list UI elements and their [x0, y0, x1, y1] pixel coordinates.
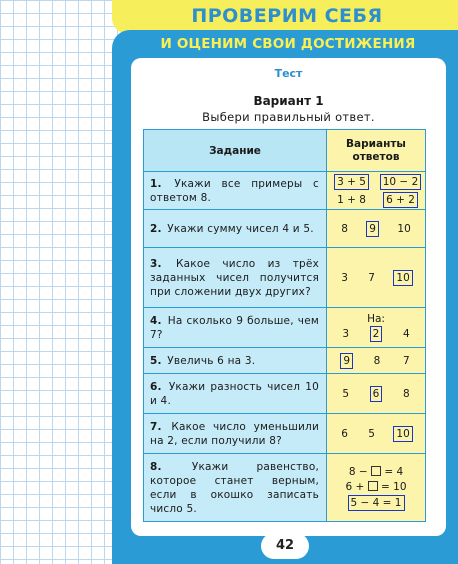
task-text: На сколько 9 больше, чем 7?	[150, 314, 319, 341]
table-row	[144, 454, 426, 522]
table-row	[144, 374, 426, 414]
answer-cell	[327, 210, 426, 248]
answer-option-selected[interactable]: 6 + 2	[383, 192, 418, 208]
task-cell	[144, 414, 327, 454]
task-number: 6.	[150, 380, 162, 393]
task-number: 8.	[150, 460, 162, 473]
task-cell	[144, 348, 327, 374]
equation-left: 6 +	[345, 480, 365, 493]
table-row	[144, 210, 426, 248]
table-row	[144, 172, 426, 210]
answer-option-selected[interactable]: 2	[370, 326, 383, 342]
header-task: Задание	[144, 130, 327, 172]
answer-option-selected[interactable]: 10	[393, 270, 412, 286]
instruction-text: Выбери правильный ответ.	[202, 110, 375, 124]
task-cell	[144, 308, 327, 348]
answer-option-selected[interactable]: 3 + 5	[334, 174, 369, 190]
page-subtitle: И ОЦЕНИМ СВОИ ДОСТИЖЕНИЯ	[160, 36, 416, 52]
task-cell	[144, 210, 327, 248]
answer-option[interactable]: 8	[373, 354, 381, 367]
task-number: 7.	[150, 420, 162, 433]
task-number: 3.	[150, 257, 162, 270]
task-text: Какое число из трёх заданных чисел получится при сложении двух других?	[150, 257, 319, 298]
answer-option[interactable]: 7	[402, 354, 410, 367]
answer-option[interactable]	[347, 465, 405, 479]
answer-option-selected[interactable]: 9	[340, 353, 353, 369]
equation-left: 8 −	[348, 465, 368, 478]
answer-option[interactable]: 8	[402, 387, 410, 400]
answer-cell	[327, 172, 426, 210]
answer-option[interactable]: 1 + 8	[337, 193, 366, 206]
task-cell	[144, 172, 327, 210]
answer-option-selected[interactable]: 6	[370, 386, 383, 402]
table-row	[144, 248, 426, 308]
answer-prefix: На:	[367, 313, 385, 325]
task-cell	[144, 248, 327, 308]
answer-option-selected[interactable]: 10	[393, 426, 412, 442]
answer-cell	[327, 454, 426, 522]
answer-cell	[327, 308, 426, 348]
blank-box-icon	[368, 481, 378, 491]
task-number: 2.	[150, 222, 162, 235]
answer-option[interactable]: 5	[342, 387, 349, 400]
answer-option[interactable]: 5	[368, 427, 375, 440]
task-text: Укажи все примеры с ответом 8.	[150, 177, 319, 204]
quiz-table	[143, 129, 426, 522]
answer-option[interactable]: 3	[341, 271, 348, 284]
header-answers: Варианты ответов	[327, 130, 426, 172]
answer-cell	[327, 348, 426, 374]
table-row	[144, 308, 426, 348]
task-text: Укажи сумму чисел 4 и 5.	[167, 222, 314, 235]
answer-option[interactable]: 10	[397, 222, 411, 235]
table-header-row	[144, 130, 426, 172]
answer-option[interactable]: 7	[368, 271, 375, 284]
answer-cell	[327, 414, 426, 454]
page-number: 42	[261, 533, 309, 559]
answer-option[interactable]: 3	[342, 328, 349, 340]
task-text: Укажи равенство, которое станет верным, если в окошко записать число 5.	[150, 460, 319, 515]
answer-cell	[327, 374, 426, 414]
task-cell	[144, 374, 327, 414]
task-text: Увеличь 6 на 3.	[167, 354, 256, 367]
answer-option[interactable]	[343, 480, 408, 494]
table-row	[144, 348, 426, 374]
equation-right: = 10	[381, 480, 407, 493]
test-title: Тест	[274, 67, 303, 80]
task-text: Укажи разность чисел 10 и 4.	[150, 380, 320, 407]
task-number: 5.	[150, 354, 162, 367]
task-cell	[144, 454, 327, 522]
answer-option[interactable]: 6	[341, 427, 348, 440]
answer-option[interactable]: 4	[402, 328, 410, 340]
task-text: Какое число уменьшили на 2, если получили 8?	[150, 420, 319, 447]
answer-option-selected[interactable]: 5 − 4 = 1	[348, 495, 405, 511]
table-row	[144, 414, 426, 454]
variant-label: Вариант 1	[253, 94, 324, 108]
answer-cell	[327, 248, 426, 308]
page-title: ПРОВЕРИМ СЕБЯ	[191, 5, 383, 27]
equation-right: = 4	[384, 465, 404, 478]
answer-option-selected[interactable]: 9	[366, 221, 379, 237]
blank-box-icon	[371, 466, 381, 476]
answer-option-selected[interactable]: 10 − 2	[380, 174, 422, 190]
task-number: 1.	[150, 177, 162, 190]
task-number: 4.	[150, 314, 162, 327]
answer-option[interactable]: 8	[341, 222, 348, 235]
